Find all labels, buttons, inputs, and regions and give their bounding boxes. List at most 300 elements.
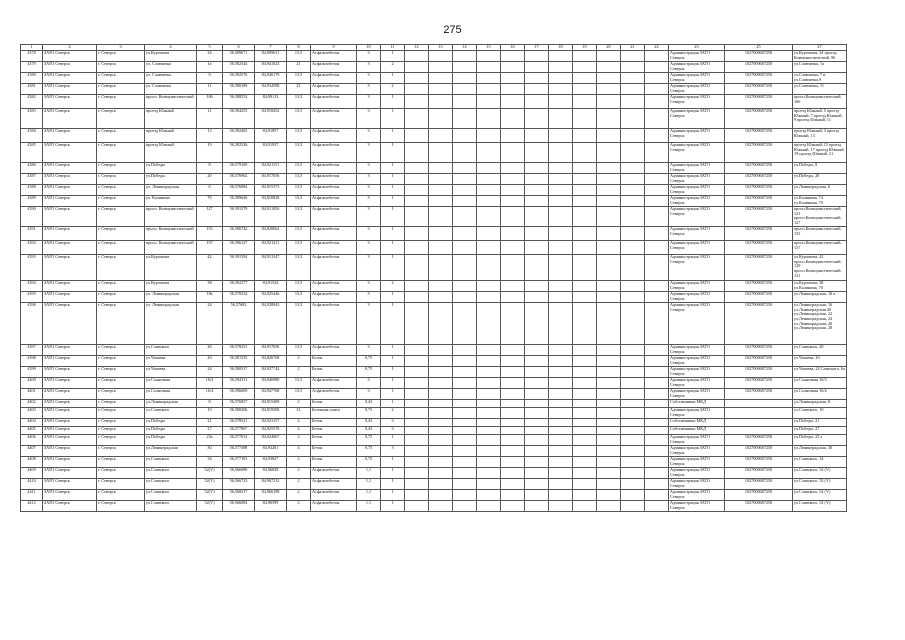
table-cell	[549, 73, 573, 84]
table-cell	[621, 355, 645, 366]
table-cell	[645, 489, 669, 500]
table-cell	[549, 51, 573, 62]
table-cell	[645, 407, 669, 418]
table-cell: 4412	[21, 500, 43, 511]
table-cell: г. Северск	[97, 399, 145, 407]
column-header: 20	[597, 45, 621, 51]
table-cell: г. Северск	[97, 355, 145, 366]
table-cell	[453, 62, 477, 73]
table-cell: 3	[357, 254, 381, 280]
table-cell	[525, 445, 549, 456]
table-cell: 3	[357, 280, 381, 291]
table-cell: Администрация ЗАТО Северск	[669, 388, 725, 399]
table-cell	[621, 467, 645, 478]
table-cell: 13,5	[287, 226, 311, 240]
column-header: 17	[525, 45, 549, 51]
table-cell	[453, 84, 477, 95]
table-cell: Администрация ЗАТО Северск	[669, 445, 725, 456]
table-cell: 4382	[21, 95, 43, 109]
table-cell: Бетонная плита	[311, 407, 357, 418]
table-cell: г. Северск	[97, 143, 145, 163]
table-cell	[597, 185, 621, 196]
table-cell: 3	[357, 84, 381, 95]
table-cell: 106	[197, 95, 223, 109]
table-cell: Асфальтобетон	[311, 377, 357, 388]
table-row	[21, 84, 847, 95]
table-cell: Асфальтобетон	[311, 163, 357, 174]
table-cell	[525, 399, 549, 407]
table-cell: 56,582576	[223, 73, 255, 84]
table-cell	[501, 163, 525, 174]
table-cell	[477, 478, 501, 489]
table-cell: Асфальтобетон	[311, 291, 357, 302]
table-cell: 3	[357, 62, 381, 73]
table-cell: 84,911056	[255, 207, 287, 227]
table-cell	[405, 291, 429, 302]
table-cell	[429, 445, 453, 456]
table-cell: ул. Ленинградская	[145, 302, 197, 344]
table-cell: просп. Коммунистический	[145, 207, 197, 227]
table-cell: 1027000687250	[725, 254, 793, 280]
table-cell	[621, 500, 645, 511]
table-cell	[501, 467, 525, 478]
table-cell: г. Северск	[97, 478, 145, 489]
table-cell	[405, 196, 429, 207]
table-cell: ул.Славчичка, 11	[793, 84, 847, 95]
table-cell: 56,566723	[223, 478, 255, 489]
table-cell: 4387	[21, 174, 43, 185]
table-cell: 3	[357, 240, 381, 254]
table-cell: Администрация ЗАТО Северск	[669, 240, 725, 254]
table-cell	[573, 500, 597, 511]
table-cell	[573, 388, 597, 399]
table-cell	[549, 84, 573, 95]
table-cell: 1027000687250	[725, 73, 793, 84]
table-cell	[597, 163, 621, 174]
table-cell: 1027000687250	[725, 84, 793, 95]
table-cell: 3	[357, 302, 381, 344]
table-cell	[429, 185, 453, 196]
table-cell: ЗАТО Северск	[43, 399, 97, 407]
table-cell	[725, 407, 793, 418]
table-cell	[549, 489, 573, 500]
table-cell	[621, 344, 645, 355]
table-cell: Асфальтобетон	[311, 489, 357, 500]
table-cell	[501, 62, 525, 73]
table-cell	[573, 143, 597, 163]
table-cell: Администрация ЗАТО Северск	[669, 366, 725, 377]
table-cell	[501, 407, 525, 418]
table-cell: 13,5	[287, 344, 311, 355]
table-cell	[573, 163, 597, 174]
table-cell: 56,576084	[223, 185, 255, 196]
table-cell	[501, 388, 525, 399]
table-cell: 13,5	[287, 207, 311, 227]
table-cell: 4395	[21, 291, 43, 302]
table-cell	[597, 302, 621, 344]
table-cell: ул.Победы	[145, 174, 197, 185]
table-row	[21, 302, 847, 344]
table-cell: 1027000687250	[725, 62, 793, 73]
table-row	[21, 456, 847, 467]
table-cell: 9	[197, 73, 223, 84]
table-cell: г. Северск	[97, 366, 145, 377]
table-cell	[645, 344, 669, 355]
table-cell	[405, 109, 429, 129]
table-cell: Администрация ЗАТО Северск	[669, 344, 725, 355]
table-cell: проезд Южный	[145, 129, 197, 143]
table-cell: 3	[357, 143, 381, 163]
table-cell: ЗАТО Северск	[43, 388, 97, 399]
table-cell	[477, 434, 501, 445]
table-cell	[405, 344, 429, 355]
table-cell	[477, 355, 501, 366]
table-row	[21, 95, 847, 109]
table-cell: 84,920062	[255, 226, 287, 240]
table-cell: 1027000687250	[725, 280, 793, 291]
table-cell	[549, 344, 573, 355]
table-cell	[405, 399, 429, 407]
table-cell	[573, 185, 597, 196]
table-cell: Администрация ЗАТО Северск	[669, 196, 725, 207]
table-cell: 56,580206	[223, 407, 255, 418]
table-cell: Администрация ЗАТО Северск	[669, 226, 725, 240]
table-cell	[549, 366, 573, 377]
table-cell	[597, 445, 621, 456]
table-cell	[429, 143, 453, 163]
table-cell: 1027000687250	[725, 143, 793, 163]
table-cell: 84,941023	[255, 62, 287, 73]
table-cell: ул.Победы	[145, 418, 197, 426]
table-cell: ул.Славского, 10	[793, 407, 847, 418]
table-cell: 0,75	[357, 366, 381, 377]
table-cell: 4400	[21, 377, 43, 388]
table-cell	[453, 500, 477, 511]
table-cell: Администрация ЗАТО Северск	[669, 280, 725, 291]
table-cell: 4398	[21, 355, 43, 366]
table-cell	[621, 445, 645, 456]
column-header: 10	[357, 45, 381, 51]
table-cell	[453, 51, 477, 62]
table-cell: 16/4	[197, 388, 223, 399]
table-cell	[429, 478, 453, 489]
table-cell	[525, 226, 549, 240]
table-cell: ЗАТО Северск	[43, 62, 97, 73]
table-cell	[453, 163, 477, 174]
table-cell	[725, 418, 793, 426]
table-cell: 56,581535	[223, 355, 255, 366]
table-cell	[477, 207, 501, 227]
table-cell: Администрация ЗАТО Северск	[669, 434, 725, 445]
table-cell	[453, 73, 477, 84]
table-cell: ЗАТО Северск	[43, 185, 97, 196]
table-cell: г. Северск	[97, 456, 145, 467]
table-cell: 2	[381, 407, 405, 418]
table-cell	[597, 399, 621, 407]
table-cell	[573, 84, 597, 95]
table-cell: 52(V)	[197, 467, 223, 478]
table-cell	[573, 407, 597, 418]
table-cell: Асфальтобетон	[311, 207, 357, 227]
table-cell	[477, 240, 501, 254]
table-row	[21, 407, 847, 418]
table-cell	[477, 377, 501, 388]
table-cell	[429, 344, 453, 355]
table-row	[21, 366, 847, 377]
table-cell: 4384	[21, 129, 43, 143]
table-cell: Администрация ЗАТО Северск	[669, 163, 725, 174]
table-cell: г. Северск	[97, 226, 145, 240]
table-cell: ЗАТО Северск	[43, 355, 97, 366]
table-cell	[573, 240, 597, 254]
table-cell: 4407	[21, 445, 43, 456]
table-cell: 13,5	[287, 280, 311, 291]
table-cell: 84,917056	[255, 174, 287, 185]
table-cell	[573, 478, 597, 489]
table-cell: 13,5	[287, 51, 311, 62]
table-cell	[621, 226, 645, 240]
table-cell: 84,918452	[255, 109, 287, 129]
table-cell	[429, 174, 453, 185]
table-cell: 84,927742	[255, 366, 287, 377]
table-cell: ЗАТО Северск	[43, 456, 97, 467]
table-cell	[429, 407, 453, 418]
table-cell: просп.Коммунистический, 123 просп.Коммунистический, 127	[793, 207, 847, 227]
table-cell	[621, 73, 645, 84]
table-cell	[477, 407, 501, 418]
table-cell	[645, 207, 669, 227]
table-cell: 1	[381, 500, 405, 511]
table-cell: 1	[381, 456, 405, 467]
table-cell: Бетон	[311, 456, 357, 467]
table-cell	[549, 280, 573, 291]
table-cell: ул.Славского, 20	[793, 344, 847, 355]
table-cell	[477, 109, 501, 129]
table-cell	[549, 500, 573, 511]
table-cell	[453, 174, 477, 185]
table-cell: 84,921411	[255, 240, 287, 254]
table-cell: 56,596609	[223, 388, 255, 399]
table-cell: 4403	[21, 407, 43, 418]
table-cell: Администрация ЗАТО Северск	[669, 254, 725, 280]
table-cell	[597, 280, 621, 291]
table-cell	[525, 355, 549, 366]
table-cell: просп. Коммунистический	[145, 95, 197, 109]
table-cell: 56,576962	[223, 174, 255, 185]
table-cell: 4391	[21, 226, 43, 240]
table-cell	[501, 355, 525, 366]
table-cell: 4406	[21, 434, 43, 445]
table-cell: ул.Солнечная	[145, 388, 197, 399]
table-cell: 1	[381, 185, 405, 196]
table-cell	[525, 84, 549, 95]
table-cell: 84,915409	[255, 399, 287, 407]
table-cell: 153	[197, 226, 223, 240]
table-cell: ул. Славчичка	[145, 84, 197, 95]
table-cell: ул.Славского	[145, 456, 197, 467]
table-cell	[597, 84, 621, 95]
table-cell: ЗАТО Северск	[43, 109, 97, 129]
table-cell: Администрация ЗАТО Северск	[669, 207, 725, 227]
table-cell	[573, 226, 597, 240]
table-cell	[645, 163, 669, 174]
table-cell	[453, 489, 477, 500]
table-row	[21, 196, 847, 207]
column-header: 21	[621, 45, 645, 51]
table-cell	[525, 467, 549, 478]
table-cell	[429, 434, 453, 445]
column-header: 14	[453, 45, 477, 51]
table-cell	[525, 196, 549, 207]
table-cell: 13,5	[287, 291, 311, 302]
table-cell	[573, 418, 597, 426]
table-cell: г. Северск	[97, 418, 145, 426]
column-header: 25	[725, 45, 793, 51]
table-cell: Асфальтобетон	[311, 174, 357, 185]
table-row	[21, 344, 847, 355]
table-row	[21, 185, 847, 196]
table-cell: 84,925446	[255, 291, 287, 302]
table-cell	[573, 489, 597, 500]
table-cell: 2	[287, 456, 311, 467]
table-cell	[645, 388, 669, 399]
table-cell: 3	[381, 418, 405, 426]
table-cell	[573, 62, 597, 73]
table-cell: ул.Победы	[145, 426, 197, 434]
table-cell	[453, 344, 477, 355]
table-cell: ул. Ленинградская	[145, 185, 197, 196]
table-cell	[525, 280, 549, 291]
table-cell	[573, 174, 597, 185]
table-cell: 13,5	[287, 143, 311, 163]
table-cell: 1	[381, 254, 405, 280]
table-cell	[597, 366, 621, 377]
table-cell: 1027000687250	[725, 129, 793, 143]
table-cell	[597, 434, 621, 445]
table-cell	[429, 163, 453, 174]
table-cell: 1	[381, 143, 405, 163]
table-cell	[429, 355, 453, 366]
table-cell	[621, 366, 645, 377]
table-cell	[725, 426, 793, 434]
table-cell: ул.Солнечная 16/4	[793, 388, 847, 399]
table-cell: 19	[197, 143, 223, 163]
table-cell	[525, 291, 549, 302]
table-cell	[549, 434, 573, 445]
table-cell	[477, 500, 501, 511]
table-cell: 2	[287, 489, 311, 500]
table-cell: ЗАТО Северск	[43, 291, 97, 302]
table-cell: 6	[197, 185, 223, 196]
table-cell: 11	[197, 109, 223, 129]
table-cell: г. Северск	[97, 207, 145, 227]
table-cell: ЗАТО Северск	[43, 226, 97, 240]
table-cell: 13,5	[287, 95, 311, 109]
table-cell: ул.Чапаева, 24 Славского, 6а	[793, 366, 847, 377]
table-cell: 1027000687250	[725, 344, 793, 355]
table-row	[21, 143, 847, 163]
table-cell	[597, 174, 621, 185]
table-cell	[501, 418, 525, 426]
table-cell: 1	[381, 302, 405, 344]
table-cell: г. Северск	[97, 174, 145, 185]
table-row	[21, 377, 847, 388]
table-cell	[573, 291, 597, 302]
table-cell	[525, 366, 549, 377]
table-cell	[501, 84, 525, 95]
table-row	[21, 254, 847, 280]
table-cell	[429, 467, 453, 478]
table-cell: 84,967232	[255, 478, 287, 489]
table-row	[21, 62, 847, 73]
table-cell	[453, 478, 477, 489]
table-cell	[645, 84, 669, 95]
table-cell: 56,591594	[223, 254, 255, 280]
table-cell: 84,96828	[255, 467, 287, 478]
table-cell: 13,5	[287, 254, 311, 280]
table-cell	[477, 163, 501, 174]
table-row	[21, 426, 847, 434]
table-cell: 1027000687250	[725, 163, 793, 174]
table-cell: Асфальтобетон	[311, 129, 357, 143]
table-cell	[405, 163, 429, 174]
table-cell: 1	[381, 207, 405, 227]
table-cell	[549, 407, 573, 418]
table-cell: ул.Ленинградская	[145, 445, 197, 456]
table-cell: 1	[381, 344, 405, 355]
table-cell: 84,940179	[255, 73, 287, 84]
table-cell: ул.Ленинградская, 16 ул.Ленинградская 20 ул.Ленинградская, 22 ул.Ленинградская, 24 ул.Ленинградская, 26 ул.Ленинградская, 28	[793, 302, 847, 344]
table-cell	[597, 51, 621, 62]
table-cell: 0,75	[357, 355, 381, 366]
table-cell	[645, 399, 669, 407]
table-cell	[621, 84, 645, 95]
table-cell: 1027000687250	[725, 196, 793, 207]
table-cell	[645, 355, 669, 366]
table-cell	[573, 456, 597, 467]
table-cell	[597, 109, 621, 129]
table-cell	[501, 456, 525, 467]
table-cell: 84,919500	[255, 407, 287, 418]
table-cell: 84,947768	[255, 388, 287, 399]
table-cell	[525, 109, 549, 129]
table-cell: 84,91544	[255, 280, 287, 291]
table-cell: 56,577867	[223, 426, 255, 434]
table-cell: 0,75	[357, 456, 381, 467]
column-header: 8	[287, 45, 311, 51]
table-cell: 2	[381, 62, 405, 73]
table-cell: 1	[381, 174, 405, 185]
table-cell: ЗАТО Северск	[43, 467, 97, 478]
table-cell	[477, 95, 501, 109]
table-cell: 2	[287, 500, 311, 511]
table-cell: 3	[357, 185, 381, 196]
table-cell: г. Северск	[97, 489, 145, 500]
table-cell: 34	[197, 456, 223, 467]
table-cell	[645, 254, 669, 280]
table-cell	[501, 377, 525, 388]
table-cell	[405, 174, 429, 185]
table-cell: ул.Победы, 21	[793, 418, 847, 426]
table-cell: 13	[197, 129, 223, 143]
table-cell	[549, 418, 573, 426]
table-cell: 4404	[21, 418, 43, 426]
table-cell: 56,566080	[223, 467, 255, 478]
table-cell: г. Северск	[97, 196, 145, 207]
table-cell: ул.Славского, 52 (V)	[793, 478, 847, 489]
column-header: 1	[21, 45, 43, 51]
table-cell	[405, 129, 429, 143]
